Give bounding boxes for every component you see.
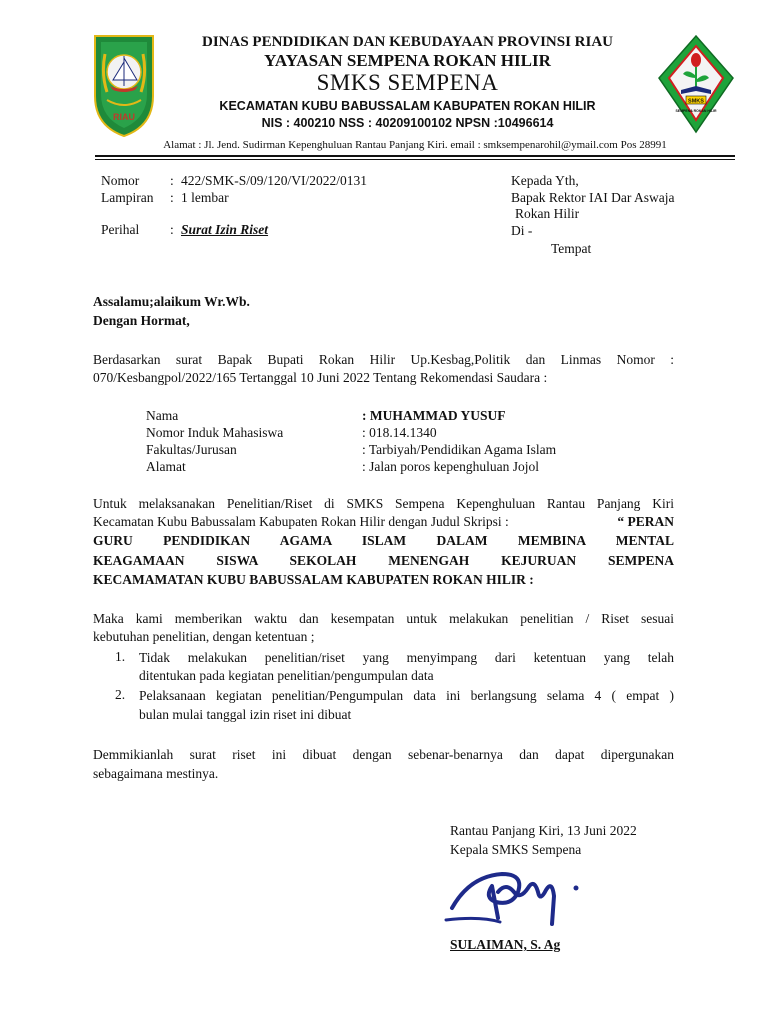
header-foundation: YAYASAN SEMPENA ROKAN HILIR [264, 51, 551, 70]
lampiran-colon: : [170, 190, 174, 205]
research-line-2-text: Kecamatan Kubu Babussalam Kabupaten Rokan Hilir dengan Judul Skripsi : [93, 514, 509, 529]
closing-line-2: sebagaimana mestinya. [93, 766, 219, 781]
lampiran-label: Lampiran [101, 190, 154, 205]
terms-line-1: Maka kami memberikan waktu dan kesempatan untuk melakukan penelitian / Riset sesuai [93, 611, 674, 626]
nomor-label: Nomor [101, 173, 140, 188]
student-nim-value: : 018.14.1340 [362, 425, 437, 440]
intro-line-1: Berdasarkan surat Bapak Bupati Rokan Hilir Up.Kesbag,Politik dan Linmas Nomor : [93, 352, 674, 367]
nomor-value: 422/SMK-S/09/120/VI/2022/0131 [181, 173, 368, 188]
student-address-value: : Jalan poros kepenghuluan Jojol [362, 459, 539, 474]
perihal-value: Surat Izin Riset [181, 222, 269, 237]
student-faculty-value: : Tarbiyah/Pendidikan Agama Islam [362, 442, 557, 457]
student-name-label: Nama [146, 408, 179, 423]
research-title-line-2: KEAGAMAAN SISWA SEKOLAH MENENGAH KEJURUAN SEMPENA [93, 553, 674, 568]
research-line-2 [93, 513, 674, 531]
svg-text:RIAU: RIAU [113, 112, 135, 122]
header-district: KECAMATAN KUBU BABUSSALAM KABUPATEN ROKAN HILIR [219, 99, 596, 113]
header-school-ids: NIS : 400210 NSS : 40209100102 NPSN :10496614 [261, 116, 554, 130]
recipient-greeting: Kepada Yth, [511, 173, 579, 188]
research-title-start: “ PERAN [617, 514, 674, 529]
header-agency: DINAS PENDIDIKAN DAN KEBUDAYAAN PROVINSI RIAU [201, 34, 614, 50]
signature-position: Kepala SMKS Sempena [450, 842, 582, 857]
svg-text:SEMPENA ROKAN HILIR: SEMPENA ROKAN HILIR [675, 109, 717, 113]
term-1-number: 1. [115, 649, 126, 664]
lampiran-value: 1 lembar [181, 190, 229, 205]
term-2-number: 2. [115, 687, 126, 702]
recipient-title: Bapak Rektor IAI Dar Aswaja [511, 190, 675, 205]
smks-sempena-logo [657, 34, 735, 134]
signatory-name: SULAIMAN, S. Ag [450, 937, 561, 952]
signature-place-date: Rantau Panjang Kiri, 13 Juni 2022 [450, 823, 637, 838]
header-address: Alamat : Jl. Jend. Sudirman Kepenghuluan Rantau Panjang Kiri. email : smksempenarohil@ymail.com Pos 28991 [163, 139, 667, 151]
closing-line-1: Demmikianlah surat riset ini dibuat dengan sebenar-benarnya dan dapat dipergunakan [93, 747, 674, 762]
recipient-city: Rokan Hilir [515, 206, 580, 221]
research-line-1: Untuk melaksanakan Penelitian/Riset di SMKS Sempena Kepenghuluan Rantau Panjang Kiri [93, 496, 674, 511]
terms-line-2: kebutuhan penelitian, dengan ketentuan ; [93, 629, 315, 644]
recipient-tempat: Tempat [551, 241, 592, 256]
header-divider-thin [95, 159, 735, 160]
handwritten-signature [440, 862, 590, 934]
riau-emblem-logo [93, 34, 155, 138]
header-school-name: SMKS SEMPENA [316, 70, 499, 95]
term-2-line-2: bulan mulai tanggal izin riset ini dibuat [139, 707, 352, 722]
greeting-salam: Assalamu;alaikum Wr.Wb. [93, 294, 250, 309]
research-title-line-1: GURU PENDIDIKAN AGAMA ISLAM DALAM MEMBINA MENTAL [93, 533, 674, 548]
greeting-hormat: Dengan Hormat, [93, 313, 190, 328]
student-address-label: Alamat [146, 459, 186, 474]
recipient-di: Di - [511, 223, 533, 238]
perihal-label: Perihal [101, 222, 140, 237]
svg-text:SMKS: SMKS [688, 98, 704, 105]
nomor-colon: : [170, 173, 174, 188]
perihal-colon: : [170, 222, 174, 237]
term-2-line-1: Pelaksanaan kegiatan penelitian/Pengumpulan data ini berlangsung selama 4 ( empat ) [139, 688, 674, 703]
research-title-line-3: KECAMAMATAN KUBU BABUSSALAM KABUPATEN ROKAN HILIR : [93, 572, 534, 587]
term-1-line-1: Tidak melakukan penelitian/riset yang menyimpang dari ketentuan yang telah [139, 650, 674, 665]
student-faculty-label: Fakultas/Jurusan [146, 442, 237, 457]
student-nim-label: Nomor Induk Mahasiswa [146, 425, 284, 440]
student-name-value: : MUHAMMAD YUSUF [362, 408, 506, 423]
term-1-line-2: ditentukan pada kegiatan penelitian/pengumpulan data [139, 668, 434, 683]
intro-line-2: 070/Kesbangpol/2022/165 Tertanggal 10 Juni 2022 Tentang Rekomendasi Saudara : [93, 370, 548, 385]
header-divider-thick [95, 155, 735, 157]
